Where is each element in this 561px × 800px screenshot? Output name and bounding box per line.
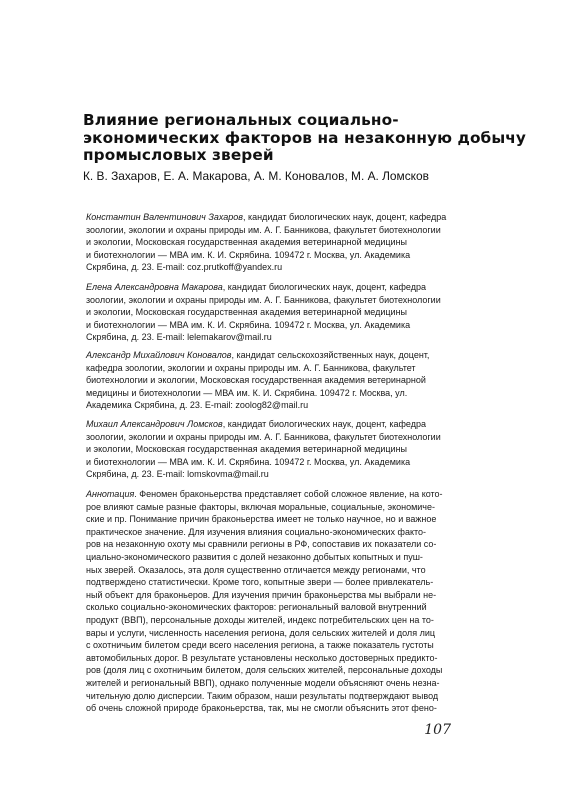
- affiliation-line: и экологии, Московская государственная академия ветеринарной медицины: [86, 307, 408, 318]
- author-name: Константин Валентинович Захаров: [86, 212, 243, 222]
- affiliation-line: , кандидат биологических наук, доцент, кафедра: [222, 419, 426, 429]
- author-list: К. В. Захаров, Е. А. Макарова, А. М. Коновалов, М. А. Ломсков: [83, 169, 429, 183]
- author-affiliation-2: [86, 281, 442, 344]
- affiliation-line: и биотехнологии — МВА им. К. И. Скрябина. 109472 г. Москва, ул. Академика: [86, 249, 411, 260]
- title-line: Влияние региональных социально-: [83, 111, 399, 129]
- abstract-line: циально-экономического развития с долей незаконно добытых копытных и пуш-: [86, 551, 423, 562]
- affiliation-line: , кандидат сельскохозяйственных наук, доцент,: [231, 350, 430, 360]
- abstract-line: чительную долю дисперсии. Таким образом, наши результаты подтверждают вывод: [86, 690, 439, 701]
- page-number: 107: [424, 722, 451, 738]
- affiliation-line: и экологии, Московская государственная академия ветеринарной медицины: [86, 237, 408, 248]
- abstract-line: сколько социально-экономических факторов: региональный валовой внутренний: [86, 602, 427, 613]
- abstract-line: ров на незаконную охоту мы сравнили регионы в РФ, сопоставив их показатели со-: [86, 539, 437, 550]
- abstract-line: продукт (ВВП), персональные доходы жителей, индекс потребительских цен на то-: [86, 614, 434, 625]
- abstract-line: вары и услуги, численность населения региона, доля сельских жителей и доля лиц: [86, 627, 435, 638]
- affiliation-line: зоологии, экологии и охраны природы им. А. Г. Банникова, факультет биотехнологии: [86, 431, 441, 442]
- abstract-line: об очень сложной природе браконьерства, так, мы не смогли объяснить этот фено-: [86, 703, 437, 714]
- abstract-line: жителей и региональный ВВП), однако полученные модели объясняют очень незна-: [86, 677, 440, 688]
- author-affiliation-1: [86, 211, 447, 274]
- abstract-label: Аннотация: [86, 489, 135, 499]
- abstract-line: ров (доля лиц с охотничьим билетом, доля сельских жителей, персональные доходы: [86, 665, 443, 676]
- affiliation-line: биотехнологии и экологии, Московская государственная академия ветеринарной: [86, 375, 426, 386]
- affiliation-line: , кандидат биологических наук, доцент, кафедра: [242, 212, 447, 222]
- article-title: [83, 111, 526, 165]
- affiliation-line: и биотехнологии — МВА им. К. И. Скрябина. 109472 г. Москва, ул. Академика: [86, 456, 411, 467]
- abstract-line: ный объект для браконьеров. Для изучения причин браконьерства мы выбрали не-: [86, 589, 437, 600]
- abstract-line: практическое значение. Для изучения влияния социально-экономических факто-: [86, 526, 427, 537]
- author-name: Елена Александровна Макарова: [86, 282, 223, 292]
- abstract-line: ных зверей. Оказалось, эта доля существенно отличается между регионами, что: [86, 564, 426, 575]
- abstract-line: с охотничьим билетом среди всего населения региона, а также показатель густоты: [86, 640, 434, 651]
- abstract-line: подтверждено статистически. Кроме того, копытные звери — более привлекатель-: [86, 577, 434, 588]
- title-line: экономических факторов на незаконную добычу: [83, 128, 526, 147]
- abstract-line: . Феномен браконьерства представляет собой сложное явление, на кото-: [134, 489, 443, 499]
- affiliation-line: зоологии, экологии и охраны природы им. А. Г. Банникова, факультет биотехнологии: [86, 224, 441, 235]
- affiliation-line: медицины и биотехнологии — МВА им. К. И. Скрябина. 109472 г. Москва, ул.: [86, 387, 408, 398]
- author-name: Александр Михайлович Коновалов: [86, 350, 232, 360]
- affiliation-line: Академика Скрябина, д. 23. E-mail: zoolog82@mail.ru: [86, 400, 309, 411]
- author-name: Михаил Александрович Ломсков: [86, 419, 223, 429]
- affiliation-line: , кандидат биологических наук, доцент, кафедра: [222, 282, 426, 292]
- abstract-line: ские и пр. Понимание причин браконьерства имеет не только научное, но и важное: [86, 514, 437, 525]
- abstract-line: автомобильных дорог. В результате установлены несколько достоверных предикто-: [86, 652, 438, 663]
- affiliation-line: зоологии, экологии и охраны природы им. А. Г. Банникова, факультет биотехнологии: [86, 294, 441, 305]
- abstract: [86, 488, 442, 715]
- affiliation-line: Скрябина, д. 23. E-mail: coz.prutkoff@yandex.ru: [86, 262, 283, 273]
- affiliation-line: и биотехнологии — МВА им. К. И. Скрябина. 109472 г. Москва, ул. Академика: [86, 319, 411, 330]
- affiliation-line: Скрябина, д. 23. E-mail: lelemakarov@mail.ru: [86, 332, 272, 343]
- author-affiliation-4: [86, 418, 442, 481]
- abstract-line: рое влияют самые разные факторы, включая моральные, социальные, экономиче-: [86, 501, 435, 512]
- affiliation-line: и экологии, Московская государственная академия ветеринарной медицины: [86, 444, 408, 455]
- affiliation-line: Скрябина, д. 23. E-mail: lomskovma@mail.ru: [86, 469, 269, 480]
- author-affiliation-3: [86, 349, 442, 412]
- affiliation-line: кафедра зоологии, экологии и охраны природы им. А. Г. Банникова, факультет: [86, 362, 416, 373]
- title-line: промысловых зверей: [83, 146, 274, 164]
